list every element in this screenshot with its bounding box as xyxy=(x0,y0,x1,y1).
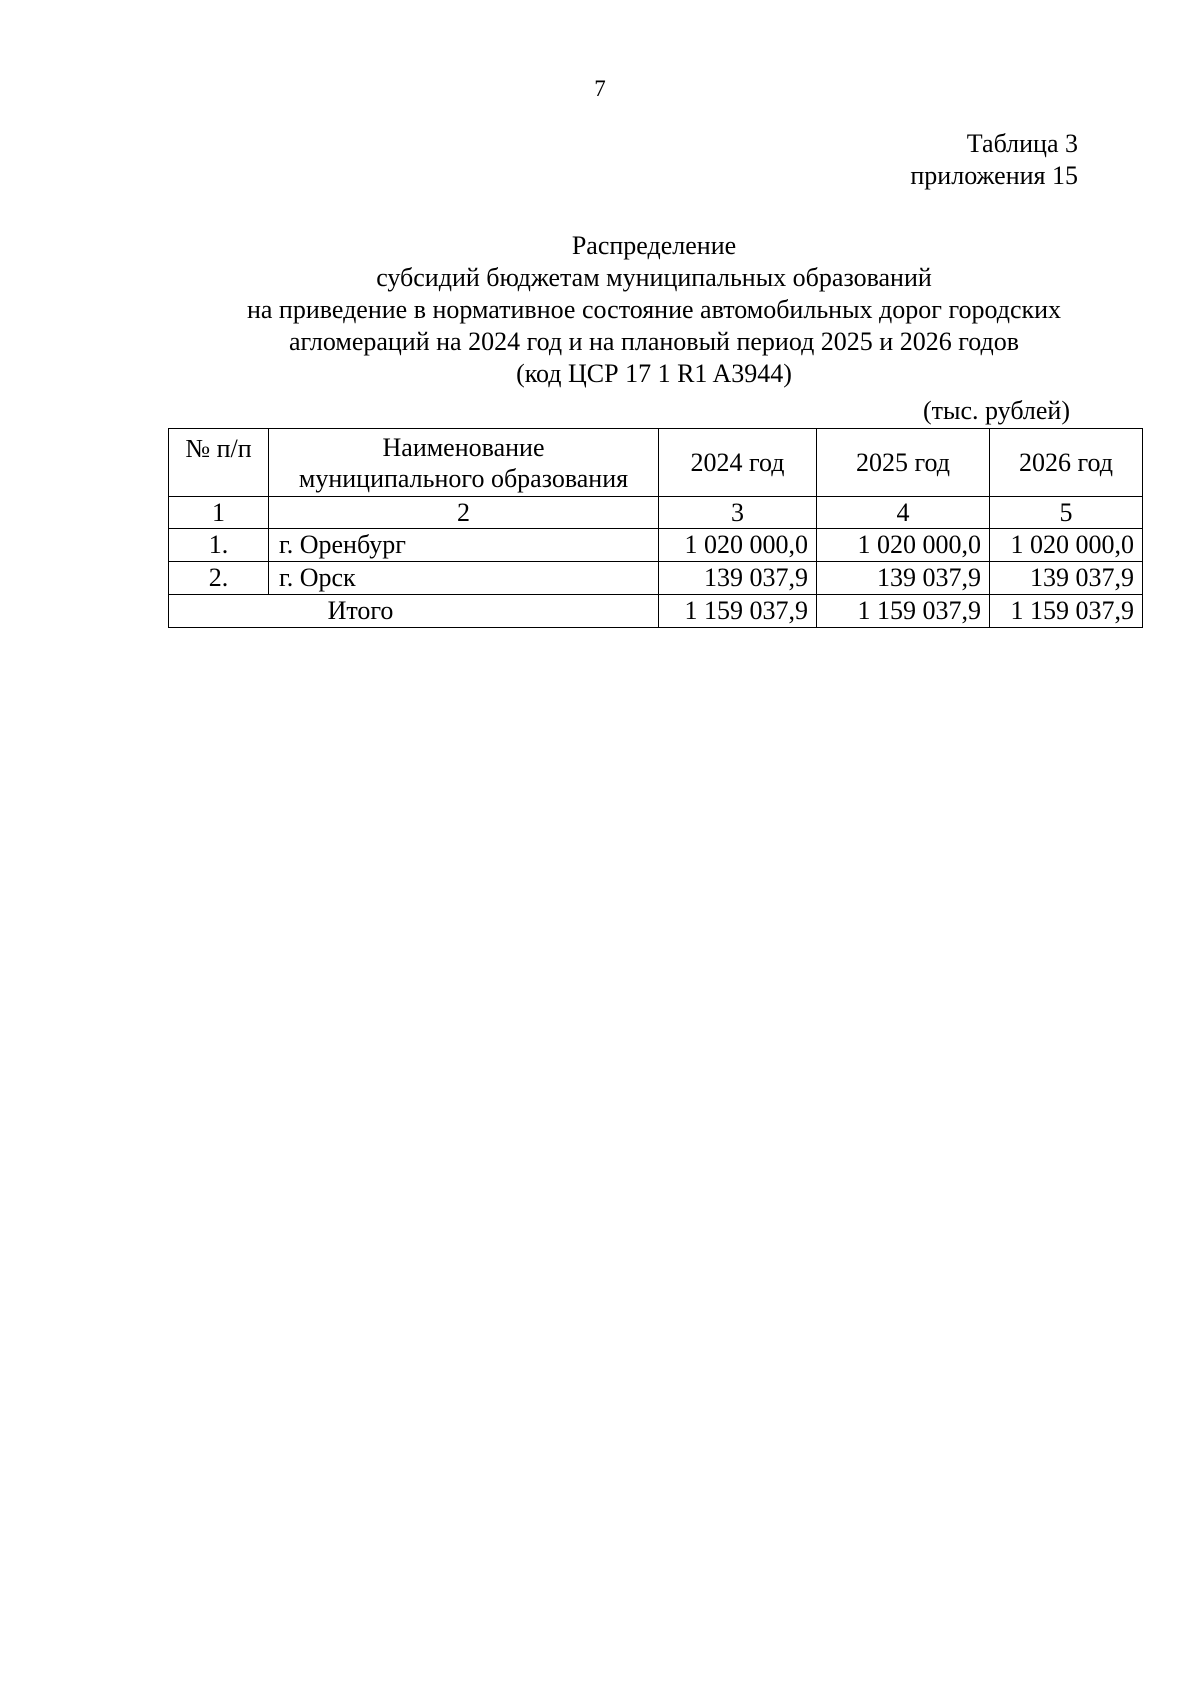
title-line-2: субсидий бюджетам муниципальных образований xyxy=(376,263,932,292)
amount-2024: 1 020 000,0 xyxy=(659,529,817,562)
column-number: 5 xyxy=(990,497,1143,529)
total-2026: 1 159 037,9 xyxy=(990,595,1143,628)
title-line-5: (код ЦСР 17 1 R1 A3944) xyxy=(516,359,792,388)
table-header-row xyxy=(169,429,1143,497)
municipality-name: г. Оренбург xyxy=(269,529,659,562)
header-name xyxy=(269,429,659,497)
total-2025: 1 159 037,9 xyxy=(817,595,990,628)
title-line-3: на приведение в нормативное состояние автомобильных дорог городских xyxy=(246,295,1062,324)
header-year-2024: 2024 год xyxy=(659,429,817,497)
column-number: 2 xyxy=(269,497,659,529)
amount-2026: 139 037,9 xyxy=(990,562,1143,595)
header-name-line-2: муниципального образования xyxy=(298,463,629,493)
annex-reference xyxy=(910,128,1078,192)
row-number: 2. xyxy=(169,562,269,595)
table-row xyxy=(169,562,1143,595)
total-row xyxy=(169,595,1143,628)
amount-2026: 1 020 000,0 xyxy=(990,529,1143,562)
header-number: № п/п xyxy=(169,429,269,497)
units-label: (тыс. рублей) xyxy=(922,396,1070,425)
document-title xyxy=(168,230,1140,390)
page-number: 7 xyxy=(594,76,606,101)
amount-2025: 1 020 000,0 xyxy=(817,529,990,562)
subsidy-table xyxy=(168,428,1143,628)
municipality-name: г. Орск xyxy=(269,562,659,595)
annex-appendix-label: приложения 15 xyxy=(910,161,1078,190)
row-number: 1. xyxy=(169,529,269,562)
table-row xyxy=(169,529,1143,562)
total-label: Итого xyxy=(169,595,659,628)
column-number-row xyxy=(169,497,1143,529)
header-year-2026: 2026 год xyxy=(990,429,1143,497)
title-line-4: агломераций на 2024 год и на плановый период 2025 и 2026 годов xyxy=(289,327,1019,356)
title-line-1: Распределение xyxy=(571,231,737,260)
amount-2024: 139 037,9 xyxy=(659,562,817,595)
header-year-2025: 2025 год xyxy=(817,429,990,497)
header-name-line-1: Наименование xyxy=(382,432,545,462)
column-number: 3 xyxy=(659,497,817,529)
total-2024: 1 159 037,9 xyxy=(659,595,817,628)
amount-2025: 139 037,9 xyxy=(817,562,990,595)
column-number: 4 xyxy=(817,497,990,529)
column-number: 1 xyxy=(169,497,269,529)
annex-table-label: Таблица 3 xyxy=(966,129,1078,158)
